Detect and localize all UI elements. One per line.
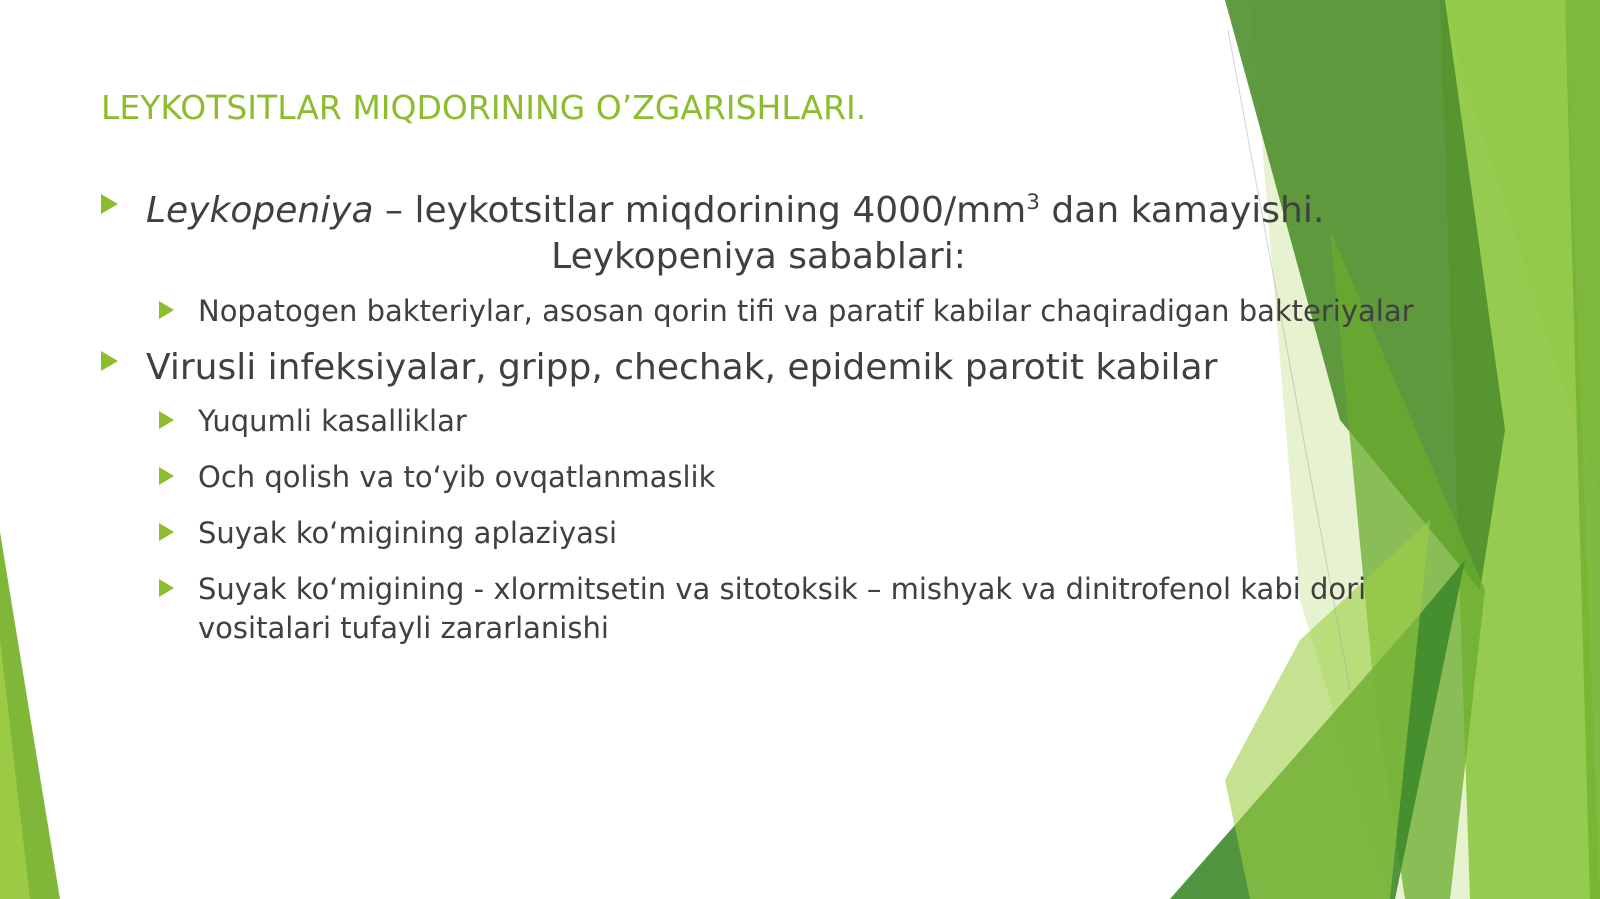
definition-text: – leykotsitlar miqdorining 4000/mm	[373, 190, 1027, 231]
superscript-3: 3	[1026, 190, 1040, 215]
triangle-bullet-icon	[159, 579, 174, 597]
bullet-item-drug-damage	[159, 570, 1561, 648]
bullet-item-viruses	[101, 345, 1561, 391]
bullet-text: Nopatogen bakteriylar, asosan qorin tifi va paratif kabilar chaqiradigan bakteriyalar	[198, 294, 1414, 328]
triangle-bullet-icon	[159, 411, 174, 429]
term-leykopeniya: Leykopeniya	[146, 190, 374, 231]
bullet-item-starvation	[159, 458, 1561, 497]
slide-title: LEYKOTSITLAR MIQDORINING O’ZGARISHLARI.	[101, 88, 867, 127]
causes-subheading: Leykopeniya sabablari:	[551, 236, 966, 277]
bullet-text: Suyak ko‘migining aplaziyasi	[198, 516, 618, 550]
triangle-bullet-icon	[159, 467, 174, 485]
bullet-item-leykopeniya	[101, 188, 1561, 280]
bullet-item-bacteria	[159, 292, 1561, 331]
triangle-bullet-icon	[101, 351, 118, 371]
bullet-text: Och qolish va to‘yib ovqatlanmaslik	[198, 460, 716, 494]
triangle-bullet-icon	[101, 194, 118, 214]
bullet-text: Yuqumli kasalliklar	[198, 404, 467, 438]
bullet-text: Suyak ko‘migining - xlormitsetin va sitotoksik – mishyak va dinitrofenol kabi dori vositalari tufayli zararlanishi	[198, 572, 1367, 645]
bullet-text: Virusli infeksiyalar, gripp, chechak, epidemik parotit kabilar	[146, 347, 1218, 388]
triangle-bullet-icon	[159, 301, 174, 319]
slide-body	[101, 188, 1561, 648]
triangle-bullet-icon	[159, 523, 174, 541]
bullet-item-aplasia	[159, 514, 1561, 553]
bullet-item-infections	[159, 402, 1561, 441]
definition-tail: dan kamayishi.	[1039, 190, 1325, 231]
